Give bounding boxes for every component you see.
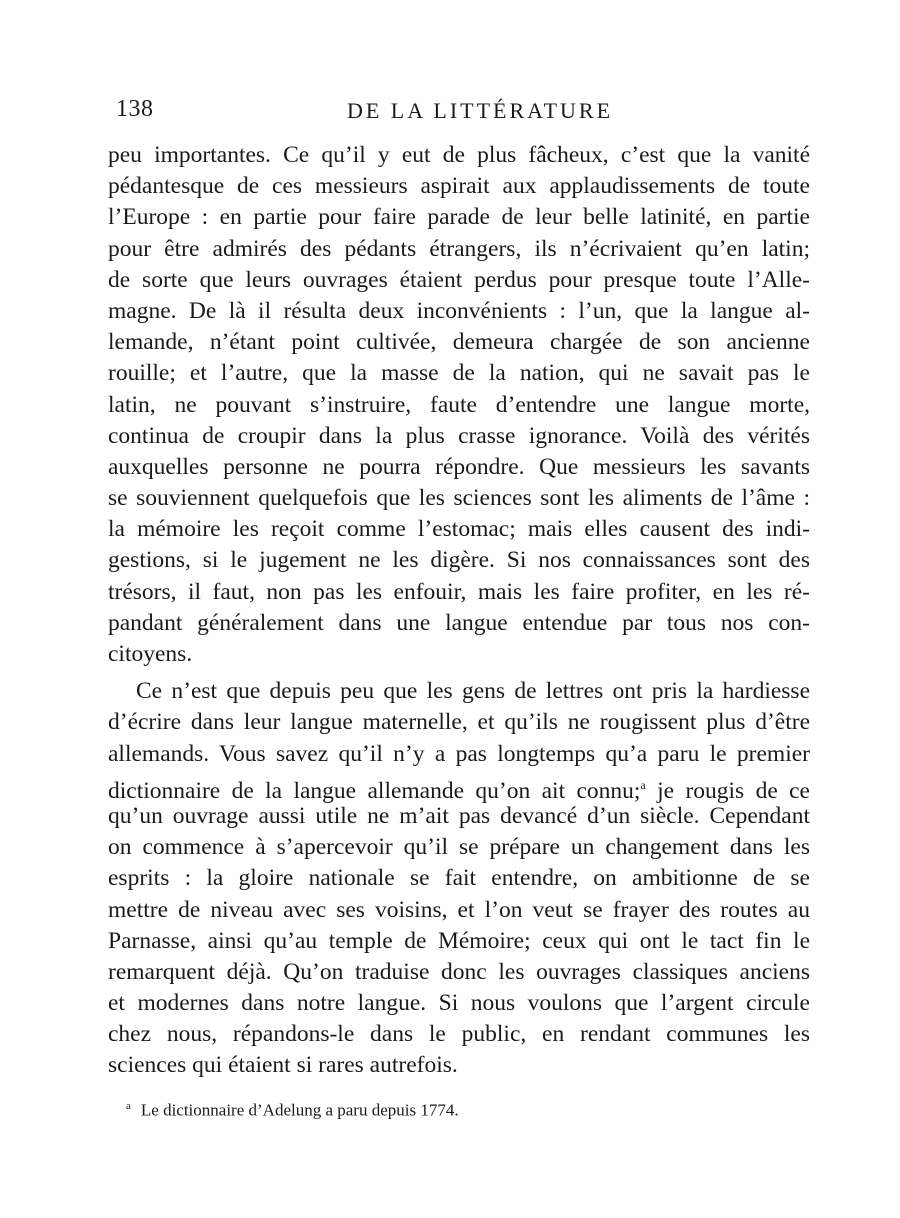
text-line: de sorte que leurs ouvrages étaient perdus pour presque toute l’Alle- [108,266,810,293]
text-line: sciences qui étaient si rares autrefois. [108,1052,458,1079]
text-line: qu’un ouvrage aussi utile ne m’ait pas devancé d’un siècle. Cependant [108,802,810,829]
text-line: on commence à s’apercevoir qu’il se prépare un changement dans les [108,834,810,861]
text-line: l’Europe : en partie pour faire parade de leur belle latinité, en partie [108,204,810,231]
paragraph-1 [108,140,810,670]
text-line: Parnasse, ainsi qu’au temple de Mémoire; ceux qui ont le tact fin le [108,927,810,954]
text-line: lemande, n’étant point cultivée, demeura chargée de son ancienne [108,329,810,356]
text-line: pandant généralement dans une langue entendue par tous nos con- [108,609,810,636]
text-line: pour être admirés des pédants étrangers, ils n’écrivaient qu’en latin; [108,235,810,262]
text-line: citoyens. [108,641,193,667]
running-head [112,96,808,130]
text-line: rouille; et l’autre, que la masse de la nation, qui ne savait pas le [108,360,810,387]
text-line: magne. De là il résulta deux inconvénients : l’un, que la langue al- [108,297,810,324]
footnote [126,1094,459,1123]
text-segment: je rougis de ce [645,777,810,804]
text-segment: dictionnaire de la langue allemande qu’on ait connu; [108,777,641,804]
text-line: continua de croupir dans la plus crasse ignorance. Voilà des vérités [108,422,810,449]
text-line: pédantesque de ces messieurs aspirait aux applaudissements de toute [108,173,810,200]
text-line: gestions, si le jugement ne les digère. Si nos connaissances sont des [108,547,810,574]
text-line: mettre de niveau avec ses voisins, et l’on veut se frayer des routes au [108,896,810,923]
text-line: remarquent déjà. Qu’on traduise donc les ouvrages classiques anciens [108,958,810,985]
text-line: la mémoire les reçoit comme l’estomac; mais elles causent des indi- [108,516,810,543]
text-line: chez nous, répandons-le dans le public, en rendant communes les [108,1021,810,1048]
text-line: allemands. Vous savez qu’il n’y a pas longtemps qu’a paru le premier [108,740,810,767]
footnote-text: Le dictionnaire d’Adelung a paru depuis 1774. [140,1100,459,1120]
text-line: Ce n’est que depuis peu que les gens de lettres ont pris la hardiesse [136,678,810,705]
text-line: se souviennent quelquefois que les sciences sont les aliments de l’âme : [108,485,810,512]
text-line: peu importantes. Ce qu’il y eut de plus fâcheux, c’est que la vanité [108,142,810,168]
text-line: latin, ne pouvant s’instruire, faute d’entendre une langue morte, [108,391,810,418]
text-line: trésors, il faut, non pas les enfouir, mais les faire profiter, en les ré- [108,578,810,605]
text-line: et modernes dans notre langue. Si nous voulons que l’argent circule [108,990,810,1017]
text-line: d’écrire dans leur langue maternelle, et qu’ils ne rougissent plus d’être [108,709,810,736]
page-number: 138 [116,96,154,122]
body-text [108,140,810,1082]
footnote-reference[interactable]: a [640,777,646,792]
text-line-with-footnote-ref [108,770,810,804]
running-title: DE LA LITTÉRATURE [346,98,614,123]
text-line: esprits : la gloire nationale se fait entendre, on ambitionne de se [108,865,810,892]
text-line: auxquelles personne ne pourra répondre. Que messieurs les savants [108,453,810,480]
paragraph-2 [108,676,810,1081]
footnote-mark: a [126,1100,131,1112]
